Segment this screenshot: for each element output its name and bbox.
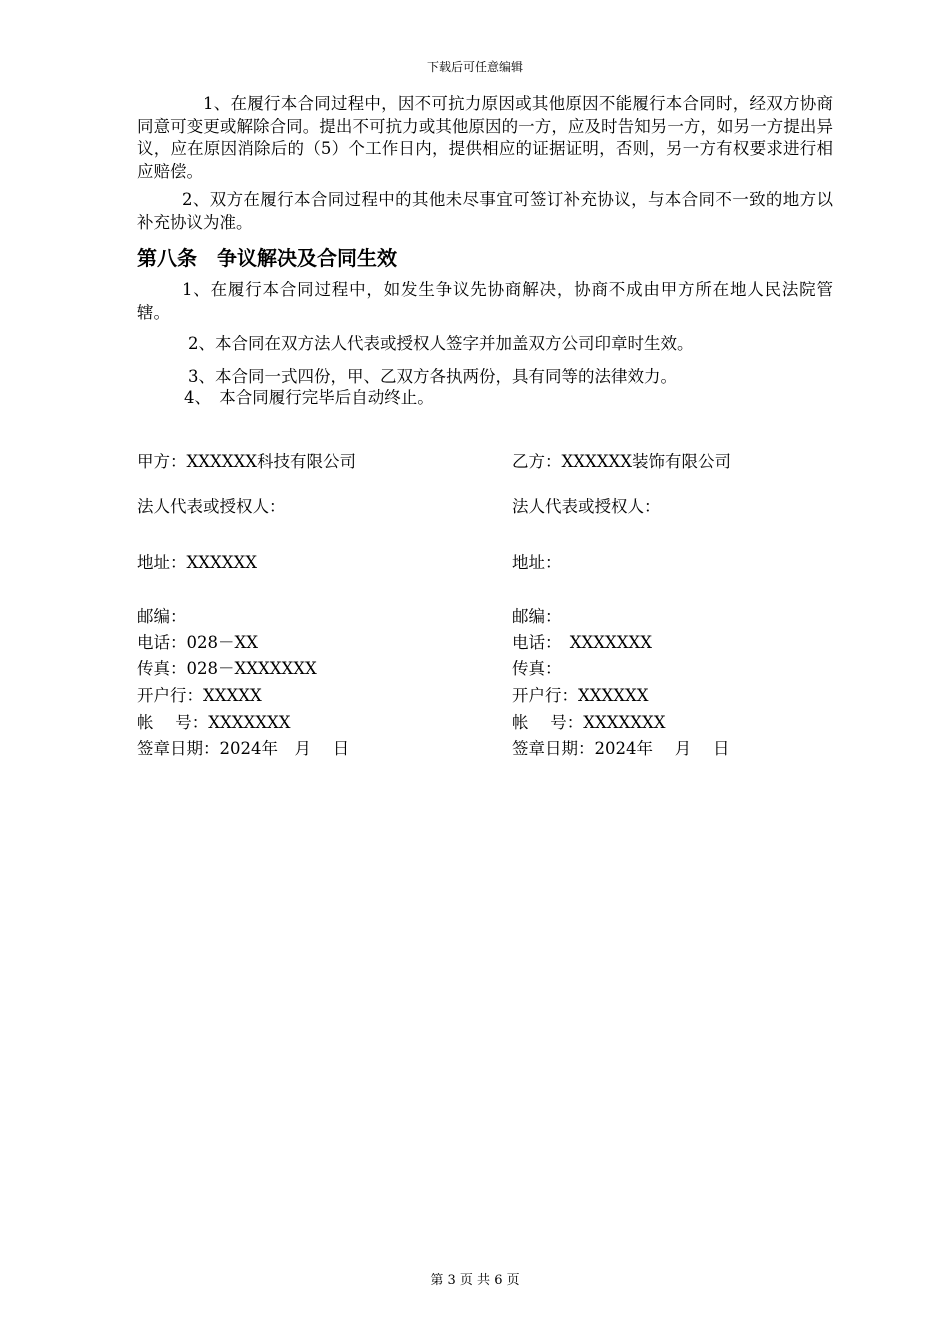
party-b-fax: 传真： — [512, 659, 562, 678]
section8-item-2: 2、本合同在双方法人代表或授权人签字并加盖双方公司印章时生效。 — [188, 334, 694, 353]
party-a-account: 帐 号：XXXXXXX — [137, 713, 291, 732]
party-b-postcode: 邮编： — [512, 607, 562, 626]
party-b-phone: 电话： XXXXXXX — [512, 633, 652, 652]
party-a-rep: 法人代表或授权人： — [137, 497, 286, 516]
paragraph-supplementary: 2、双方在履行本合同过程中的其他未尽事宜可签订补充协议，与本合同不一致的地方以补充协议为准。 — [137, 190, 833, 232]
page-footer: 第 3 页 共 6 页 — [430, 1273, 520, 1288]
party-a-fax: 传真：028－XXXXXXX — [137, 659, 317, 678]
party-a-sign-date: 签章日期：2024年 月 日 — [137, 739, 350, 758]
party-a-postcode: 邮编： — [137, 607, 187, 626]
party-b-rep: 法人代表或授权人： — [512, 497, 661, 516]
party-a-address: 地址：XXXXXX — [137, 553, 257, 572]
paragraph-force-majeure: 1、在履行本合同过程中，因不可抗力原因或其他原因不能履行本合同时，经双方协商同意可变更或解除合同。提出不可抗力或其他原因的一方，应及时告知另一方，如另一方提出异议，应在原因消除后的（5）个工作日内，提供相应的证据证明，否则，另一方有权要求进行相应赔偿。 — [137, 94, 833, 181]
section8-item-3: 3、本合同一式四份，甲、乙双方各执两份，具有同等的法律效力。 — [188, 367, 677, 386]
page-header: 下载后可任意编辑 — [426, 60, 523, 74]
party-a-phone: 电话：028－XX — [137, 633, 258, 652]
section-heading-8: 第八条 争议解决及合同生效 — [137, 246, 397, 270]
party-b-name: 乙方：XXXXXX装饰有限公司 — [512, 452, 731, 471]
party-a-bank: 开户行：XXXXX — [137, 686, 262, 705]
party-b-address: 地址： — [512, 553, 562, 572]
section8-item-1: 1、在履行本合同过程中，如发生争议先协商解决，协商不成由甲方所在地人民法院管辖。 — [137, 280, 833, 322]
party-a-name: 甲方：XXXXXX科技有限公司 — [137, 452, 356, 471]
party-b-sign-date: 签章日期：2024年 月 日 — [512, 739, 730, 758]
party-b-bank: 开户行：XXXXXX — [512, 686, 649, 705]
section8-item-4: 4、 本合同履行完毕后自动终止。 — [184, 388, 434, 407]
party-b-account: 帐 号：XXXXXXX — [512, 713, 666, 732]
